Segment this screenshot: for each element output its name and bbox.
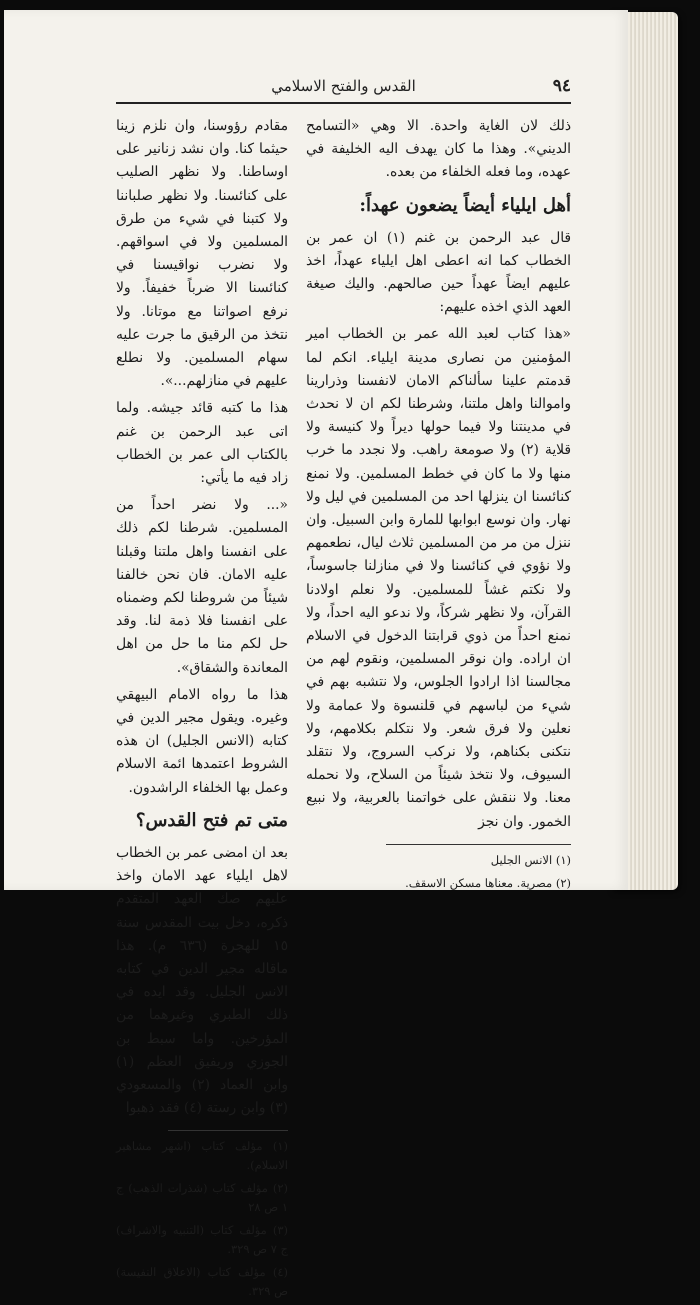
footnote-rule xyxy=(168,1130,288,1131)
section-heading-conquest-date: متى تم فتح القدس؟ xyxy=(135,809,288,831)
paragraph: قال عبد الرحمن بن غنم (١) ان عمر بن الخطاب كما انه اعطى اهل ايلياء عهداً، اخذ عليهم ايضاً عهداً حين صالحهم. واليك صيغة العهد الذي اخذه عليهم: xyxy=(306,229,571,316)
left-column xyxy=(116,115,288,1305)
covenant-addition-quote: «... ولا نضر احداً من المسلمين. شرطنا لكم ذلك على انفسنا واهل ملتنا وقبلنا عليه الامان. فان نحن خالفنا شيئاً من شروطنا لكم وضمناه على انفسنا فلا ذمة لنا. وقد حل لكم منا ما حل من اهل المعاندة والشقاق». xyxy=(116,497,288,676)
covenant-quote: «هذا كتاب لعبد الله عمر بن الخطاب امير المؤمنين من نصارى مدينة ايلياء. انكم لما قدمتم علينا سألناكم الامان لانفسنا وذرارينا واموالنا واهل ملتنا، وشرطنا لكم ان لا نحدث في مدينتنا ولا فيما حولها ديراً ولا كنيسة ولا قلاية (٢) ولا صومعة راهب. ولا نجدد ما خرب منها ولا ما كان في خطط المسلمين. ولا نمنع كنائسنا ان ينزلها احد من المسلمين في ليل ولا نهار. وان نوسع ابوابها للمارة وابن السبيل. وان ننزل من مر من المسلمين ثلاث ليال، نطعمهم ولا نؤوي في كنائسنا ولا في منازلنا جاسوساً، ولا نكتم غشاً للمسلمين. ولا نعلم اولادنا القرآن، ولا نظهر شركاً، ولا ندعو اليه احداً، ولا نمنع احداً من ذوي قرابتنا الدخول في الاسلام ان اراده. وان نوقر المسلمين، ونقوم لهم من مجالسنا اذا ارادوا الجلوس، ولا نتشبه بهم في شيء من لباسهم في قلنسوة ولا عمامة ولا نعلين ولا فرق شعر. ولا نتكلم بكلامهم، ولا نتكنى بكناهم، ولا نركب السروج، ولا نتقلد السيوف، ولا نتخذ شيئاً من السلاح، ولا نحمله معنا. ولا ننقش على خواتمنا بالعربية، ولا نبيع الخمور. وان نجز xyxy=(306,326,571,830)
paragraph: هذا ما رواه الامام البيهقي وغيره. ويقول مجير الدين في كتابه (الانس الجليل) ان هذه الشروط اعتمدها ائمة الاسلام وعمل بها الخلفاء الراشدون. xyxy=(116,686,288,796)
paragraph: بعد ان امضى عمر بن الخطاب لاهل ايلياء عهد الامان واخذ عليهم صك العهد المتقدم ذكره، دخل بيت المقدس سنة ١٥ للهجرة (٦٣٦ م). هذا ماقاله مجير الدين في كتابه الانس الجليل. وقد ايده في ذلك الطبري وغيرهما من المؤرخين. واما سبط بن الجوزي وريفيق العظم (١) وابن العماد (٢) والمسعودي (٣) وابن رستة (٤) فقد ذهبوا xyxy=(116,844,288,1117)
footnote: (١) مؤلف كتاب (اشهر مشاهير الاسلام). xyxy=(116,1139,288,1173)
intro-paragraph: ذلك لان الغاية واحدة. الا وهي «التسامح الديني». وهذا ما كان يهدف اليه الخليفة في عهده، وما فعله الخلفاء من بعده. xyxy=(306,118,571,181)
paragraph: مقادم رؤوسنا، وان نلزم زينا حيثما كنا. وان نشد زنانير على اوساطنا. ولا نظهر الصليب على كنائسنا. ولا نظهر صلباننا ولا كتبنا في شيء من طرق المسلمين ولا في اسواقهم. ولا نضرب نواقيسنا في كنائسنا الا ضرباً خفيفاً. ولا نرفع اصواتنا مع موتانا. ولا نتخذ من الرقيق ما جرت عليه سهام المسلمين. ولا نطلع عليهم في منازلهم...». xyxy=(116,118,288,390)
page-header xyxy=(116,76,571,102)
footnote: (١) الانس الجليل xyxy=(490,852,571,867)
footnote-rule xyxy=(386,844,572,845)
footnote: (٢) مؤلف كتاب (شذرات الذهب) ج ١ ص ٢٨ xyxy=(116,1181,288,1215)
right-column xyxy=(306,115,571,897)
section-heading-ilya-covenant: أهل ايلياء أيضاً يضعون عهداً: xyxy=(359,194,571,216)
header-rule xyxy=(116,102,571,104)
footnote: (٤) مؤلف كتاب (الاعلاق النفيسة) ص ٣٢٩. xyxy=(116,1265,288,1299)
footnote: (٣) مؤلف كتاب (التنبيه والاشراف) ج ٧ ص ٣٢٩. xyxy=(116,1223,288,1257)
footnote: (٢) مصرية. معناها مسكن الاسقف. xyxy=(405,875,571,890)
running-title: القدس والفتح الاسلامي xyxy=(271,77,416,95)
paragraph: هذا ما كتبه قائد جيشه. ولما اتى عبد الرحمن بن غنم بالكتاب الى عمر بن الخطاب زاد فيه ما يأتي: xyxy=(116,400,288,487)
page-number: ٩٤ xyxy=(552,76,571,96)
